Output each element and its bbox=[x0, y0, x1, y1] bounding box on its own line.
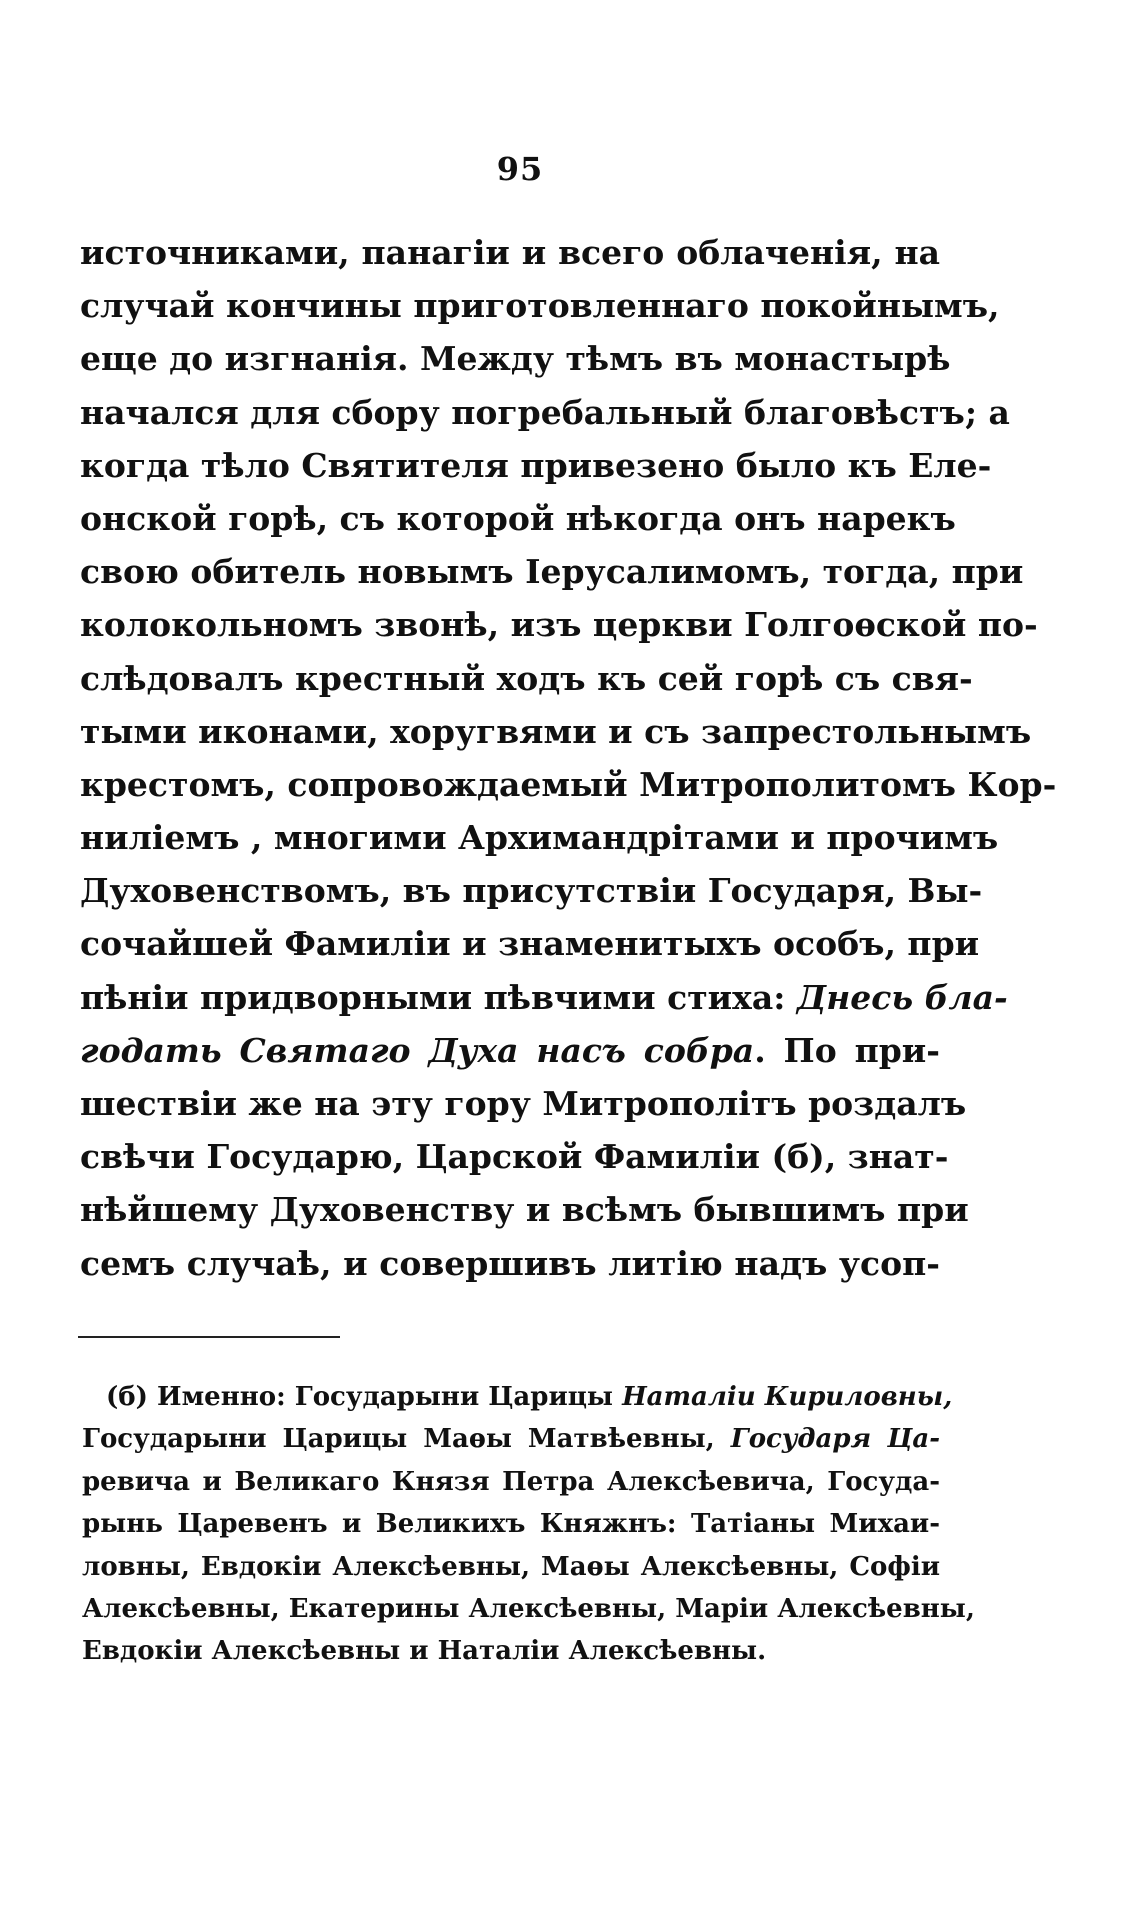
footnote-line bbox=[82, 1461, 940, 1503]
text-line bbox=[80, 332, 951, 385]
text-run: Духовенствомъ, въ присутствіи Государя, Вы- bbox=[80, 871, 983, 911]
italic-text: Государя Ца- bbox=[730, 1424, 940, 1455]
text-run: онской горѣ, съ которой нѣкогда онъ нарекъ bbox=[80, 498, 956, 538]
text-line bbox=[80, 1024, 940, 1077]
text-line bbox=[80, 386, 1010, 439]
text-run: источниками, панагіи и всего облаченія, на bbox=[80, 233, 940, 272]
text-run: свѣчи Государю, Царской Фамиліи (б), знат- bbox=[80, 1137, 949, 1177]
text-line bbox=[80, 439, 992, 492]
italic-text: Наталіи Кириловны, bbox=[622, 1382, 953, 1412]
text-line bbox=[80, 652, 973, 705]
text-run: семъ случаѣ, и совершивъ литію надъ усоп- bbox=[80, 1243, 940, 1283]
text-line bbox=[80, 758, 1057, 811]
text-run: Алексѣевны, Екатерины Алексѣевны, Маріи Алексѣевны, bbox=[82, 1593, 975, 1624]
footnote-line bbox=[82, 1630, 940, 1672]
text-run: колокольномъ звонѣ, изъ церкви Голгоѳской по- bbox=[80, 605, 1038, 645]
text-line bbox=[80, 226, 940, 279]
text-run: . По при- bbox=[754, 1030, 940, 1070]
text-run: нѣйшему Духовенству и всѣмъ бывшимъ при bbox=[80, 1190, 969, 1230]
page-number: 95 bbox=[496, 150, 544, 188]
footnote-line bbox=[82, 1376, 953, 1418]
text-run: рынь Царевенъ и Великихъ Княжнъ: Татіаны Михаи- bbox=[82, 1509, 940, 1540]
text-line bbox=[80, 1183, 969, 1236]
italic-text: годать Святаго Духа насъ собра bbox=[80, 1030, 755, 1070]
footnote-rule bbox=[78, 1336, 340, 1338]
text-run: слѣдовалъ крестный ходъ къ сей горѣ съ свя- bbox=[80, 658, 973, 698]
text-run: ревича и Великаго Князя Петра Алексѣевича, Госуда- bbox=[82, 1466, 940, 1497]
text-line bbox=[80, 864, 983, 917]
text-line bbox=[80, 492, 956, 545]
footnote-line bbox=[82, 1588, 975, 1630]
text-run: ниліемъ , многими Архимандрітами и прочимъ bbox=[80, 818, 999, 858]
text-run: Евдокіи Алексѣевны и Наталіи Алексѣевны. bbox=[82, 1636, 767, 1667]
text-line bbox=[80, 545, 1024, 598]
text-run: начался для сбору погребальный благовѣстъ; а bbox=[80, 392, 1010, 432]
text-run: ловны, Евдокіи Алексѣевны, Маѳы Алексѣевны, Софіи bbox=[82, 1551, 940, 1582]
footnote-line bbox=[82, 1503, 940, 1545]
text-run: (б) Именно: Государыни Царицы bbox=[106, 1382, 623, 1412]
text-line bbox=[80, 1130, 949, 1183]
footnote-line bbox=[82, 1546, 940, 1588]
main-text bbox=[80, 226, 1057, 1290]
text-line bbox=[80, 971, 1008, 1024]
text-line bbox=[80, 917, 980, 970]
text-line bbox=[80, 598, 1038, 651]
text-run: случай кончины приготовленнаго покойнымъ, bbox=[80, 286, 1000, 326]
text-run: Государыни Царицы Маѳы Матвѣевны, bbox=[82, 1424, 731, 1455]
text-line bbox=[80, 1237, 940, 1290]
text-run: крестомъ, сопровождаемый Митрополитомъ Кор- bbox=[80, 764, 1057, 804]
text-run: тыми иконами, хоругвями и съ запрестольнымъ bbox=[80, 711, 1032, 751]
text-run: сочайшей Фамиліи и знаменитыхъ особъ, при bbox=[80, 924, 980, 964]
text-run: пѣніи придворными пѣвчими стиха: bbox=[80, 977, 797, 1017]
italic-text: Днесь бла- bbox=[796, 977, 1008, 1017]
text-line bbox=[80, 1077, 967, 1130]
text-run: шествіи же на эту гору Митрополітъ роздалъ bbox=[80, 1084, 967, 1123]
footnote bbox=[82, 1376, 975, 1673]
text-line bbox=[80, 705, 1032, 758]
text-run: еще до изгнанія. Между тѣмъ въ монастырѣ bbox=[80, 339, 951, 379]
text-run: свою обитель новымъ Іерусалимомъ, тогда, при bbox=[80, 552, 1024, 592]
text-line bbox=[80, 279, 1000, 332]
text-line bbox=[80, 811, 999, 864]
footnote-line bbox=[82, 1418, 940, 1460]
text-run: когда тѣло Святителя привезено было къ Еле- bbox=[80, 445, 992, 485]
